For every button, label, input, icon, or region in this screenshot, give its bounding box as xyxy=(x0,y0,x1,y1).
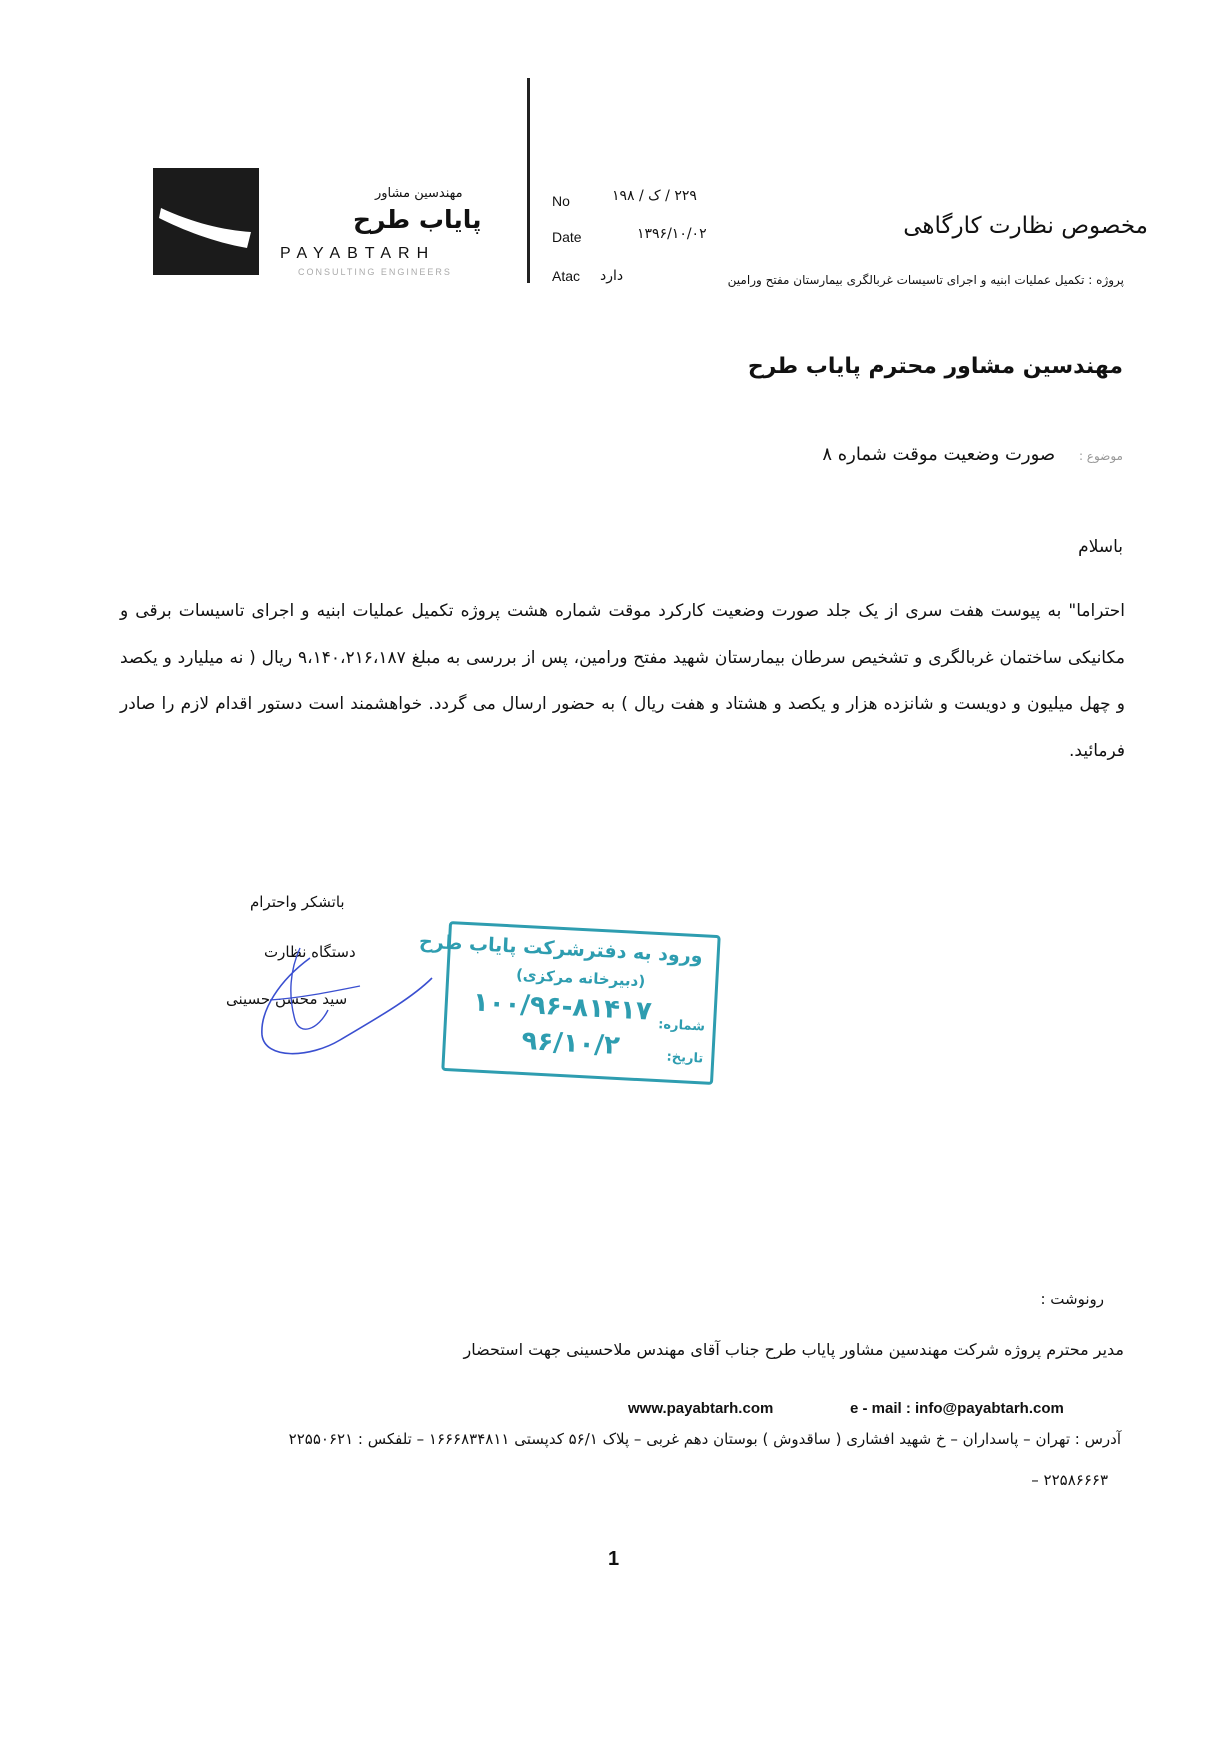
letter-date: ۱۳۹۶/۱۰/۰۲ xyxy=(637,226,707,242)
brand-subtitle-fa: مهندسین مشاور xyxy=(375,186,463,201)
stamp-title: ورود به دفترشرکت پایاب طرح xyxy=(418,930,704,968)
greeting: باسلام xyxy=(1078,537,1123,557)
brand-name-fa: پایاب طرح xyxy=(353,205,482,234)
cc-text: مدیر محترم پروژه شرکت مهندسین مشاور پایاب طرح جناب آقای مهندس ملاحسینی جهت استحضار xyxy=(463,1340,1124,1359)
website-link[interactable]: www.payabtarh.com xyxy=(628,1400,774,1417)
subject-line xyxy=(822,444,1123,465)
address-line-1: آدرس : تهران – پاسداران – خ شهید افشاری ( ساقدوش ) بوستان دهم غربی – پلاک ۵۶/۱ کدپستی ۱۶۶۶۸۳۴۸۱۱ – تلفکس : ۲۲۵۵۰۶۲۱ xyxy=(288,1430,1121,1448)
closing-department: دستگاه نظارت xyxy=(264,943,356,961)
subject-label: موضوع : xyxy=(1078,449,1123,463)
stamp-date-label: تاریخ: xyxy=(666,1049,704,1067)
date-label: Date xyxy=(552,229,582,245)
email-link[interactable]: e - mail : info@payabtarh.com xyxy=(850,1400,1064,1417)
stamp-number: ۱۰۰/۹۶-۸۱۴۱۷ xyxy=(472,987,653,1027)
subject-text: صورت وضعیت موقت شماره ۸ xyxy=(822,444,1056,465)
stamp-date: ۹۶/۱۰/۲ xyxy=(520,1025,621,1062)
no-label: No xyxy=(552,193,570,209)
attachment-value: دارد xyxy=(600,268,624,284)
brand-tagline-en: CONSULTING ENGINEERS xyxy=(298,267,452,277)
company-logo xyxy=(153,168,259,275)
received-stamp xyxy=(418,921,720,1085)
stamp-number-label: شماره: xyxy=(657,1017,706,1035)
stamp-subtitle: (دبیرخانه مرکزی) xyxy=(515,965,646,991)
address-line-2: ۲۲۵۸۶۶۶۳ – xyxy=(1031,1471,1108,1489)
addressee: مهندسین مشاور محترم پایاب طرح xyxy=(747,354,1123,379)
closing-name: سید محسن حسینی xyxy=(226,990,348,1008)
atac-label: Atac xyxy=(552,268,581,284)
cc-label: رونوشت : xyxy=(1040,1290,1104,1308)
project-line: پروژه : تکمیل عملیات ابنیه و اجرای تاسیسات غربالگری بیمارستان مفتح ورامین xyxy=(727,273,1124,287)
letter-number: ۲۲۹ / ک / ۱۹۸ xyxy=(612,188,697,204)
signature xyxy=(240,940,440,1070)
closing-thanks: باتشکر واحترام xyxy=(250,893,345,911)
header-divider xyxy=(527,78,530,283)
office-title: مخصوص نظارت کارگاهی xyxy=(903,213,1148,239)
brand-name-en: PAYABTARH xyxy=(280,245,436,262)
page-number: 1 xyxy=(608,1548,620,1570)
letter-body: احتراما" به پیوست هفت سری از یک جلد صورت وضعیت کارکرد موقت شماره هشت پروژه تکمیل عملیات ابنیه و اجرای تاسیسات برقی و مکانیکی ساختمان غربالگری و تشخیص سرطان بیمارستان شهید مفتح ورامین، پس از بررسی به مبلغ ۹،۱۴۰،۲۱۶،۱۸۷ ریال ( نه میلیارد و یکصد و چهل میلیون و دویست و شانزده هزار و یکصد و هشتاد و هفت ریال ) به حضور ارسال می گردد. خواهشمند است دستور اقدام لازم را صادر فرمائید. xyxy=(120,601,1125,761)
